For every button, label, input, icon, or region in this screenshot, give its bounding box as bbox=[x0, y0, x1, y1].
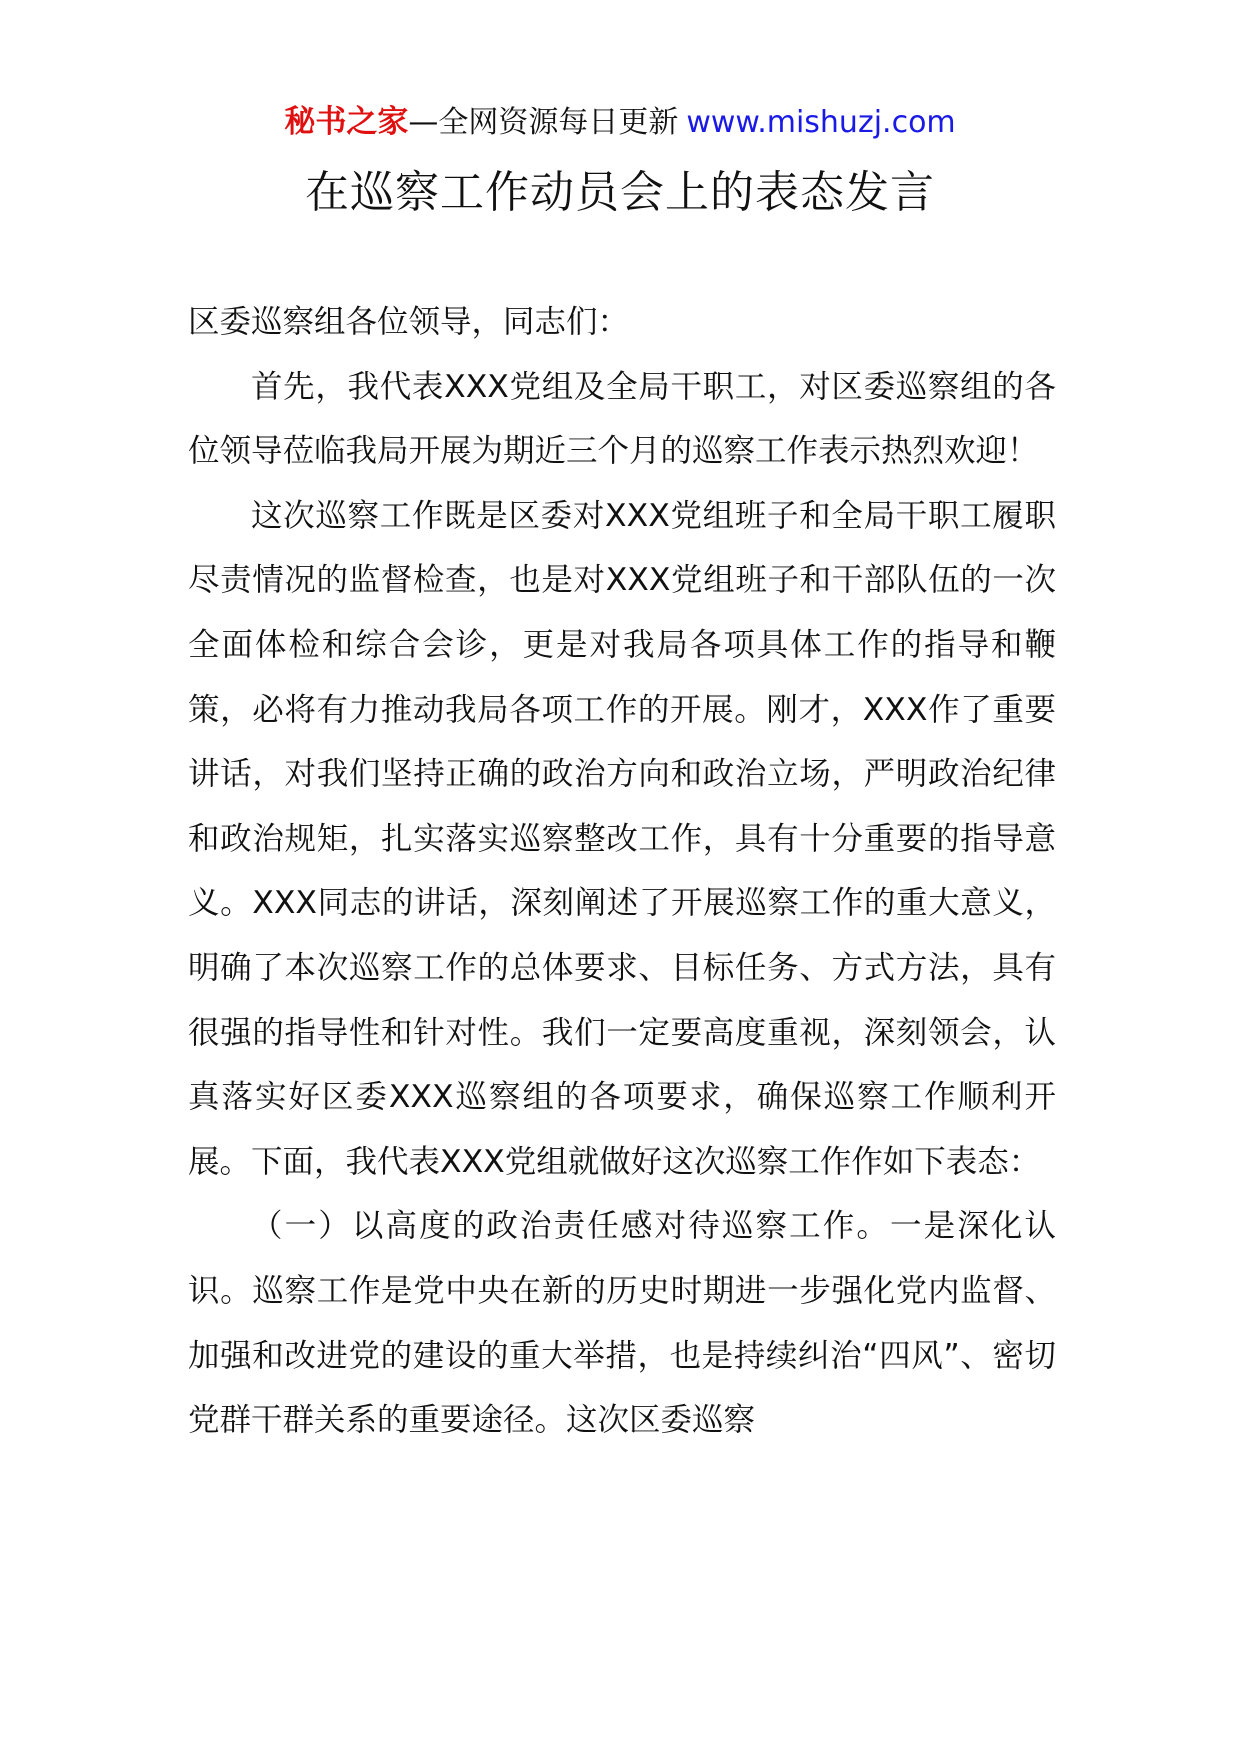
page-title: 在巡察工作动员会上的表态发言 bbox=[305, 167, 935, 218]
site-url-link[interactable]: www.mishuzj.com bbox=[686, 105, 956, 140]
salutation: 区委巡察组各位领导，同志们： bbox=[188, 304, 630, 340]
header-tagline: —全网资源每日更新 bbox=[408, 105, 679, 140]
page-header bbox=[0, 100, 1240, 145]
document-body bbox=[188, 290, 1056, 1453]
paragraph-welcome: 首先，我代表XXX党组及全局干职工，对区委巡察组的各位领导莅临我局开展为期近三个月的巡察工作表示热烈欢迎！ bbox=[188, 368, 1056, 470]
paragraph-significance: 这次巡察工作既是区委对XXX党组班子和全局干职工履职尽责情况的监督检查，也是对XXX党组班子和干部队伍的一次全面体检和综合会诊，更是对我局各项具体工作的指导和鞭策，必将有力推动我局各项工作的开展。刚才，XXX作了重要讲话，对我们坚持正确的政治方向和政治立场，严明政治纪律和政治规矩，扎实落实巡察整改工作，具有十分重要的指导意义。XXX同志的讲话，深刻阐述了开展巡察工作的重大意义，明确了本次巡察工作的总体要求、目标任务、方式方法，具有很强的指导性和针对性。我们一定要高度重视，深刻领会，认真落实好区委XXX巡察组的各项要求，确保巡察工作顺利开展。下面，我代表XXX党组就做好这次巡察工作作如下表态： bbox=[188, 497, 1056, 1180]
brand-name: 秘书之家 bbox=[284, 104, 409, 140]
paragraph-commitment-one: （一）以高度的政治责任感对待巡察工作。一是深化认识。巡察工作是党中央在新的历史时期进一步强化党内监督、加强和改进党的建设的重大举措，也是持续纠治“四风”、密切党群干群关系的重要途径。这次区委巡察 bbox=[188, 1208, 1056, 1439]
